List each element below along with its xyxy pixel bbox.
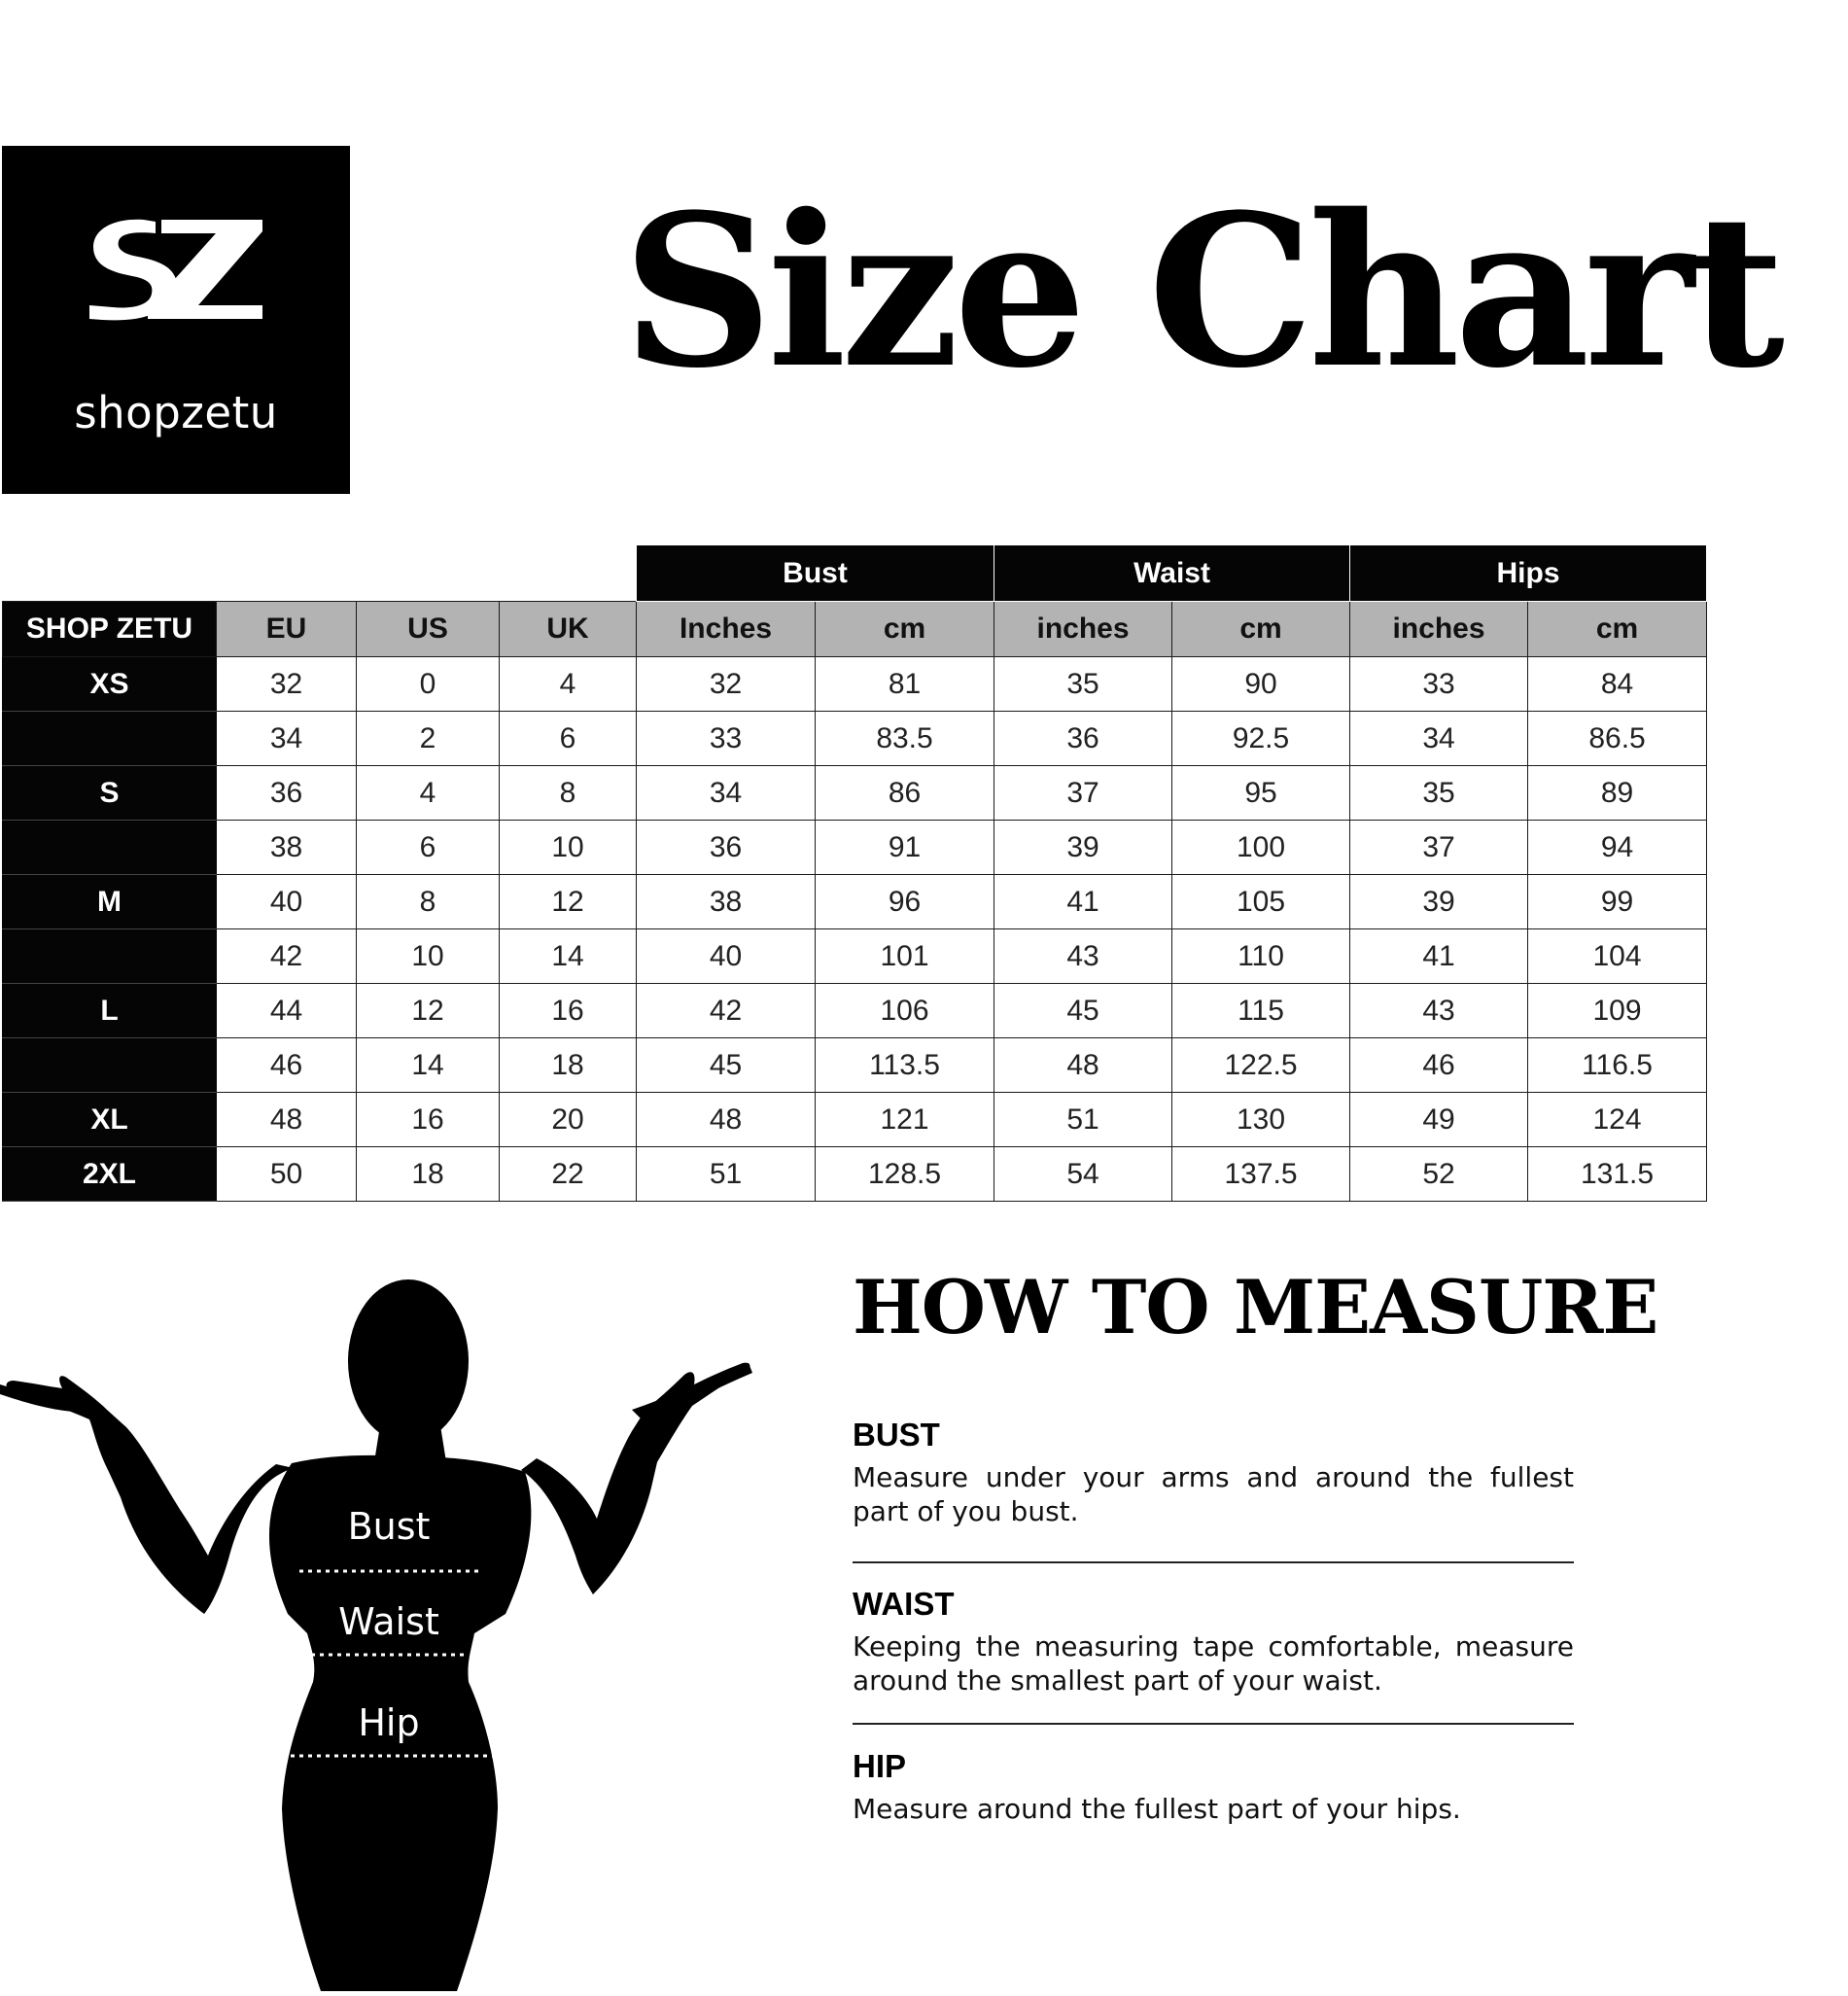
table-cell: 14 [357,1038,500,1093]
table-cell: 128.5 [816,1147,994,1202]
size-label-cell: XS [3,657,217,712]
table-row [3,766,1707,821]
table-cell: 37 [1350,821,1528,875]
bust-heading: BUST [853,1417,940,1453]
size-label-cell [3,712,217,766]
table-cell: 48 [637,1093,816,1147]
table-cell: 6 [357,821,500,875]
table-cell: 48 [994,1038,1172,1093]
size-label-cell [3,821,217,875]
table-cell: 131.5 [1528,1147,1707,1202]
group-header-row [3,545,1707,602]
column-header: EU [217,602,357,657]
table-cell: 122.5 [1172,1038,1350,1093]
table-cell: 39 [994,821,1172,875]
table-cell: 12 [357,984,500,1038]
table-cell: 109 [1528,984,1707,1038]
table-cell: 38 [637,875,816,929]
hip-instructions: Measure around the fullest part of your hips. [853,1793,1461,1825]
table-cell: 95 [1172,766,1350,821]
table-cell: 34 [217,712,357,766]
table-cell: 96 [816,875,994,929]
table-cell: 46 [1350,1038,1528,1093]
table-cell: 8 [500,766,637,821]
table-cell: 36 [217,766,357,821]
table-cell: 94 [1528,821,1707,875]
table-cell: 37 [994,766,1172,821]
brand-name: shopzetu [74,387,278,438]
column-header: Inches [637,602,816,657]
table-cell: 12 [500,875,637,929]
size-label-cell: M [3,875,217,929]
table-cell: 34 [637,766,816,821]
bust-instructions: Measure under your arms and around the fullest part of you bust. [853,1461,1574,1527]
table-cell: 45 [637,1038,816,1093]
table-cell: 35 [994,657,1172,712]
table-cell: 124 [1528,1093,1707,1147]
table-cell: 51 [994,1093,1172,1147]
table-cell: 100 [1172,821,1350,875]
table-cell: 0 [357,657,500,712]
column-header: SHOP ZETU [3,602,217,657]
table-row [3,1093,1707,1147]
table-cell: 33 [637,712,816,766]
group-header-hips: Hips [1350,545,1707,602]
table-cell: 84 [1528,657,1707,712]
table-cell: 83.5 [816,712,994,766]
waist-label: Waist [338,1600,439,1643]
table-cell: 46 [217,1038,357,1093]
column-header: cm [1528,602,1707,657]
table-cell: 36 [994,712,1172,766]
size-label-cell: S [3,766,217,821]
section-divider [853,1723,1574,1725]
size-label-cell: 2XL [3,1147,217,1202]
table-cell: 90 [1172,657,1350,712]
table-cell: 43 [1350,984,1528,1038]
column-header-row [3,602,1707,657]
table-cell: 110 [1172,929,1350,984]
table-cell: 130 [1172,1093,1350,1147]
how-to-measure-title: HOW TO MEASURE [853,1264,1658,1350]
table-cell: 20 [500,1093,637,1147]
table-cell: 86 [816,766,994,821]
table-cell: 18 [357,1147,500,1202]
table-cell: 43 [994,929,1172,984]
table-cell: 89 [1528,766,1707,821]
table-cell: 81 [816,657,994,712]
table-cell: 6 [500,712,637,766]
table-cell: 40 [637,929,816,984]
table-cell: 16 [500,984,637,1038]
size-table [2,545,1707,1202]
table-cell: 42 [637,984,816,1038]
table-cell: 36 [637,821,816,875]
hip-label: Hip [358,1701,420,1744]
bust-section [853,1416,1574,1528]
table-cell: 54 [994,1147,1172,1202]
table-cell: 101 [816,929,994,984]
size-label-cell [3,929,217,984]
table-cell: 105 [1172,875,1350,929]
table-cell: 10 [500,821,637,875]
table-row [3,1038,1707,1093]
blank-header-cell [3,545,637,602]
table-cell: 33 [1350,657,1528,712]
size-label-cell [3,1038,217,1093]
hip-section [853,1747,1574,1826]
group-header-bust: Bust [637,545,994,602]
table-cell: 42 [217,929,357,984]
column-header: UK [500,602,637,657]
table-cell: 34 [1350,712,1528,766]
table-row [3,984,1707,1038]
table-cell: 50 [217,1147,357,1202]
table-cell: 41 [994,875,1172,929]
column-header: inches [994,602,1172,657]
table-cell: 32 [217,657,357,712]
table-cell: 92.5 [1172,712,1350,766]
table-cell: 115 [1172,984,1350,1038]
table-row [3,875,1707,929]
group-header-waist: Waist [994,545,1350,602]
size-label-cell: L [3,984,217,1038]
table-cell: 113.5 [816,1038,994,1093]
table-cell: 48 [217,1093,357,1147]
table-cell: 51 [637,1147,816,1202]
table-cell: 35 [1350,766,1528,821]
table-cell: 121 [816,1093,994,1147]
table-cell: 41 [1350,929,1528,984]
table-cell: 14 [500,929,637,984]
waist-heading: WAIST [853,1586,955,1622]
table-cell: 45 [994,984,1172,1038]
table-cell: 116.5 [1528,1038,1707,1093]
table-cell: 2 [357,712,500,766]
table-row [3,1147,1707,1202]
table-cell: 39 [1350,875,1528,929]
table-cell: 137.5 [1172,1147,1350,1202]
table-cell: 40 [217,875,357,929]
table-cell: 86.5 [1528,712,1707,766]
column-header: inches [1350,602,1528,657]
table-cell: 38 [217,821,357,875]
table-cell: 22 [500,1147,637,1202]
table-cell: 4 [357,766,500,821]
table-cell: 49 [1350,1093,1528,1147]
sz-monogram-icon [84,216,268,323]
section-divider [853,1561,1574,1563]
table-cell: 91 [816,821,994,875]
table-cell: 18 [500,1038,637,1093]
table-row [3,929,1707,984]
table-cell: 104 [1528,929,1707,984]
page-title: Size Chart [622,168,1780,414]
table-cell: 16 [357,1093,500,1147]
column-header: US [357,602,500,657]
table-cell: 8 [357,875,500,929]
waist-instructions: Keeping the measuring tape comfortable, measure around the smallest part of your waist. [853,1630,1574,1697]
table-cell: 106 [816,984,994,1038]
table-row [3,821,1707,875]
table-row [3,712,1707,766]
column-header: cm [816,602,994,657]
table-cell: 99 [1528,875,1707,929]
hip-heading: HIP [853,1748,907,1784]
table-cell: 32 [637,657,816,712]
brand-logo [2,146,350,494]
column-header: cm [1172,602,1350,657]
size-label-cell: XL [3,1093,217,1147]
table-cell: 44 [217,984,357,1038]
waist-section [853,1585,1574,1698]
table-cell: 4 [500,657,637,712]
table-cell: 52 [1350,1147,1528,1202]
bust-label: Bust [347,1505,431,1548]
table-row [3,657,1707,712]
measurement-figure [0,1264,758,1991]
table-cell: 10 [357,929,500,984]
